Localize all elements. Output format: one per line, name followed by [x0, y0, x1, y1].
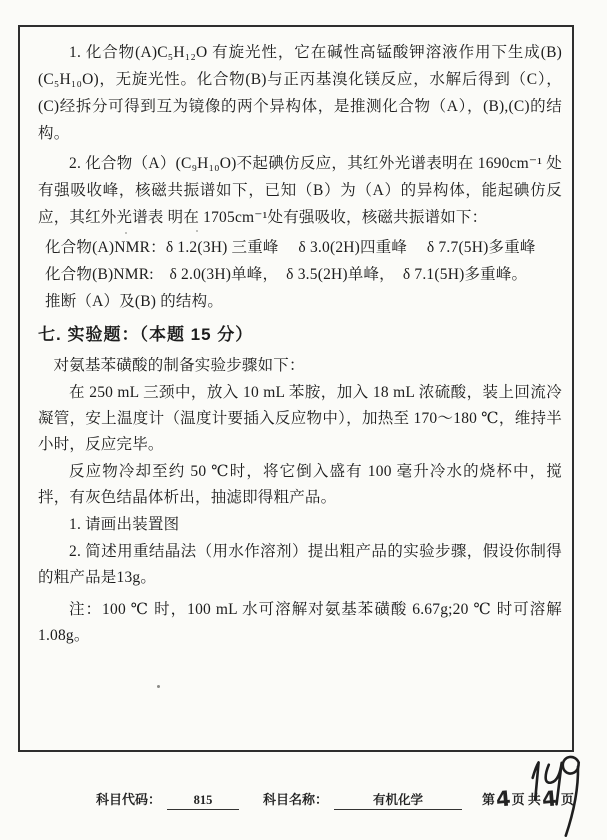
section-7-heading: 七. 实验题：（本题 15 分）	[38, 325, 254, 344]
experiment-section-body	[38, 353, 562, 649]
question-2-text: 2. 化合物（A）(C₉H₁₀O)不起碘仿反应，其红外光谱表明在 1690cm⁻¹ 处有强吸收峰，核磁共振谱如下，已知（B）为（A）的异构体，能起碘仿反应，其红外光谱表 明在 1705cm⁻¹处有强吸收，核磁共振谱如下：	[38, 155, 562, 226]
subject-name-value: 有机化学	[334, 790, 462, 810]
subject-code-value: 815	[167, 793, 239, 810]
subject-code-label: 科目代码：	[96, 792, 162, 807]
question-1-text: 1. 化合物(A)C₅H₁₂O 有旋光性，它在碱性高锰酸钾溶液作用下生成(B)(C₅H₁₀O)，无旋光性。化合物(B)与正丙基溴化镁反应，水解后得到（C），(C)经拆分可得到互为镜像的两个异构体，是推测化合物（A），(B),(C)的结构。	[38, 44, 562, 142]
scan-speckle	[196, 230, 198, 232]
experiment-intro: 对氨基苯磺酸的制备实验步骤如下：	[53, 357, 305, 374]
scan-speckle	[125, 232, 127, 234]
page-footer	[96, 786, 574, 812]
total-page-number: 4	[540, 786, 558, 812]
nmr-data-compound-a: 化合物(A)NMR：δ 1.2(3H) 三重峰 δ 3.0(2H)四重峰 δ 7.7(5H)多重峰	[45, 239, 536, 256]
page-indicator-mid: 页 共	[511, 792, 541, 807]
current-page-number: 4	[495, 786, 512, 812]
exam-content-box	[18, 25, 574, 752]
experiment-task-2: 2. 简述用重结晶法（用水作溶剂）提出粗产品的实验步骤，假设你制得的粗产品是13g。	[38, 543, 562, 586]
page-indicator-suffix: 页	[557, 792, 574, 807]
deduce-structures-text: 推断（A）及(B) 的结构。	[45, 293, 224, 310]
subject-name-label: 科目名称：	[263, 792, 329, 807]
experiment-task-1: 1. 请画出装置图	[69, 516, 180, 533]
experiment-step-2: 反应物冷却至约 50 ℃时，将它倒入盛有 100 毫升冷水的烧杯中，搅拌，有灰色结晶体析出，抽滤即得粗产品。	[38, 463, 562, 506]
scan-speckle	[157, 685, 160, 688]
experiment-step-1: 在 250 mL 三颈中，放入 10 mL 苯胺，加入 18 mL 浓硫酸，装上回流冷凝管，安上温度计（温度计要插入反应物中），加热至 170～180 ℃，维持半小时，反应完毕。	[38, 384, 562, 453]
handwritten-page-number-149	[518, 752, 603, 840]
nmr-data-compound-b: 化合物(B)NMR: δ 2.0(3H)单峰， δ 3.5(2H)单峰， δ 7.1(5H)多重峰。	[45, 266, 528, 283]
solubility-note: 注：100 ℃ 时，100 mL 水可溶解对氨基苯磺酸 6.67g;20 ℃ 时可溶解 1.08g。	[38, 601, 562, 644]
page-indicator-prefix: 第	[482, 792, 496, 807]
